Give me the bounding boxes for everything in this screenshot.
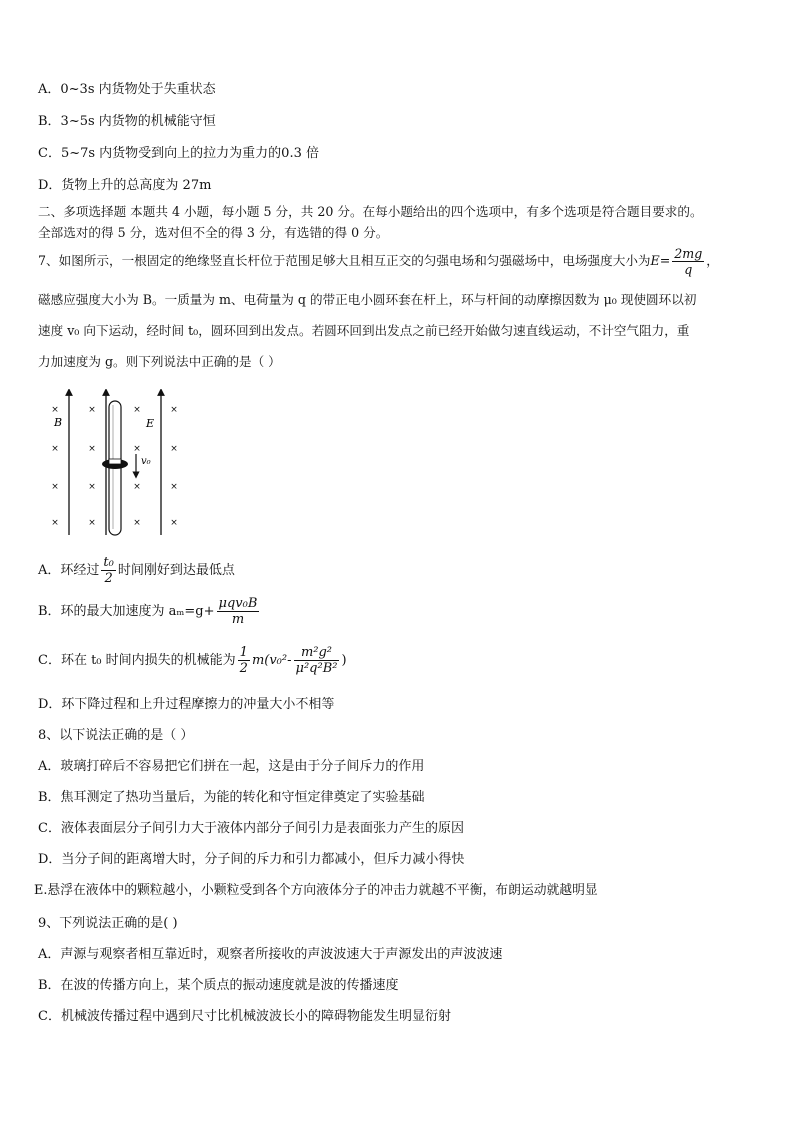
q7-stem-line2: 磁感应强度大小为 B。一质量为 m、电荷量为 q 的带正电小圆环套在杆上，环与杆间的动摩擦因数为 μ₀ 现使圆环以初 (38, 292, 697, 307)
q7-c-text: C．环在 t₀ 时间内损失的机械能为 (38, 653, 236, 668)
q7-field-figure (40, 389, 190, 539)
svg-text:×: × (170, 518, 178, 528)
svg-text:×: × (51, 518, 59, 528)
q9-option-b: B．在波的传播方向上，某个质点的振动速度就是波的传播速度 (38, 978, 399, 993)
velocity-label: v₀ (141, 456, 151, 467)
q7-c-denominator: μ²q²B² (295, 661, 338, 676)
section-header-line1: 二、多项选择题 本题共 4 小题，每小题 5 分，共 20 分。在每小题给出的四个选项中，有多个选项是符合题目要求的。 (38, 204, 703, 219)
svg-text:×: × (88, 518, 96, 528)
q7-c-half-den: 2 (239, 661, 248, 676)
q7-b-text: B．环的最大加速度为 aₘ=g+ (38, 604, 215, 619)
q7-e-denominator: q (684, 262, 693, 277)
svg-text:×: × (88, 405, 96, 415)
q7-a-fraction (101, 555, 115, 586)
q7-b-denominator: m (231, 612, 245, 627)
q7-a-numerator: t₀ (103, 555, 114, 570)
q7-option-d: D．环下降过程和上升过程摩擦力的冲量大小不相等 (38, 697, 335, 712)
q9-option-c: C．机械波传播过程中遇到尺寸比机械波波长小的障碍物能发生明显衍射 (38, 1009, 451, 1024)
q6-option-a: A．0~3s 内货物处于失重状态 (38, 82, 216, 97)
q9-stem: 9、下列说法正确的是( ) (38, 916, 178, 931)
q8-option-e: E.悬浮在液体中的颗粒越小，小颗粒受到各个方向液体分子的冲击力就越不平衡，布朗运动就越明显 (34, 883, 598, 898)
svg-text:×: × (170, 482, 178, 492)
svg-text:×: × (88, 444, 96, 454)
q6-option-d: D．货物上升的总高度为 27m (38, 178, 212, 193)
q7-option-b (38, 596, 261, 627)
q9-option-a: A．声源与观察者相互靠近时，观察者所接收的声波波速大于声源发出的声波波速 (38, 947, 503, 962)
svg-text:×: × (133, 405, 141, 415)
q8-option-c: C．液体表面层分子间引力大于液体内部分子间引力是表面张力产生的原因 (38, 821, 464, 836)
q7-stem-line3: 速度 v₀ 向下运动，经时间 t₀，圆环回到出发点。若圆环回到出发点之前已经开始做匀速直线运动，不计空气阻力，重 (38, 323, 690, 338)
b-label: B (54, 416, 63, 429)
q7-c-half (238, 645, 250, 676)
q7-stem-line1: 7、如图所示，一根固定的绝缘竖直长杆位于范围足够大且相互正交的匀强电场和匀强磁场中，电场强度大小为E= $\frac{2mg}{q}$ ， (38, 246, 719, 277)
q7-e-numerator: 2mg (674, 246, 703, 261)
q6-option-c: C．5~7s 内货物受到向上的拉力为重力的0.3 倍 (38, 146, 319, 161)
svg-text:×: × (133, 444, 141, 454)
svg-text:×: × (51, 482, 59, 492)
q7-e-label: E= (650, 253, 671, 268)
q7-c-end: ) (341, 653, 347, 668)
q7-c-numerator: m²g² (294, 645, 340, 661)
q7-b-numerator: μqv₀B (218, 596, 258, 611)
q7-c-half-num: 1 (239, 645, 248, 660)
svg-text:×: × (88, 482, 96, 492)
q7-stem-line4: 力加速度为 g。则下列说法中正确的是（ ） (38, 354, 281, 369)
svg-text:×: × (51, 444, 59, 454)
q7-option-c (38, 645, 347, 676)
e-label: E (146, 417, 155, 430)
q8-stem: 8、以下说法正确的是（ ） (38, 728, 194, 743)
section-header-line2: 全部选对的得 5 分，选对但不全的得 3 分，有选错的得 0 分。 (38, 225, 389, 240)
q7-a-text: A．环经过 (38, 563, 100, 578)
q8-option-b: B．焦耳测定了热功当量后，为能的转化和守恒定律奠定了实验基础 (38, 790, 425, 805)
q7-b-fraction (217, 596, 260, 627)
q7-c-fraction (294, 645, 340, 676)
q7-e-fraction (672, 246, 704, 277)
q7-a-text-end: 时间刚好到达最低点 (117, 563, 235, 578)
q8-option-a: A．玻璃打碎后不容易把它们拼在一起，这是由于分子间斥力的作用 (38, 759, 425, 774)
svg-text:×: × (170, 444, 178, 454)
q7-c-mid: m(v₀²- (251, 653, 292, 668)
q8-option-d: D．当分子间的距离增大时，分子间的斥力和引力都减小，但斥力减小得快 (38, 852, 465, 867)
q7-stem-text1: 7、如图所示，一根固定的绝缘竖直长杆位于范围足够大且相互正交的匀强电场和匀强磁场中，电场强度大小为 (38, 253, 651, 268)
svg-text:×: × (133, 518, 141, 528)
svg-text:×: × (133, 482, 141, 492)
q7-a-denominator: 2 (104, 571, 113, 586)
svg-text:×: × (51, 405, 59, 415)
q7-option-a (38, 555, 235, 586)
svg-text:×: × (170, 405, 178, 415)
q6-option-b: B．3~5s 内货物的机械能守恒 (38, 114, 216, 129)
